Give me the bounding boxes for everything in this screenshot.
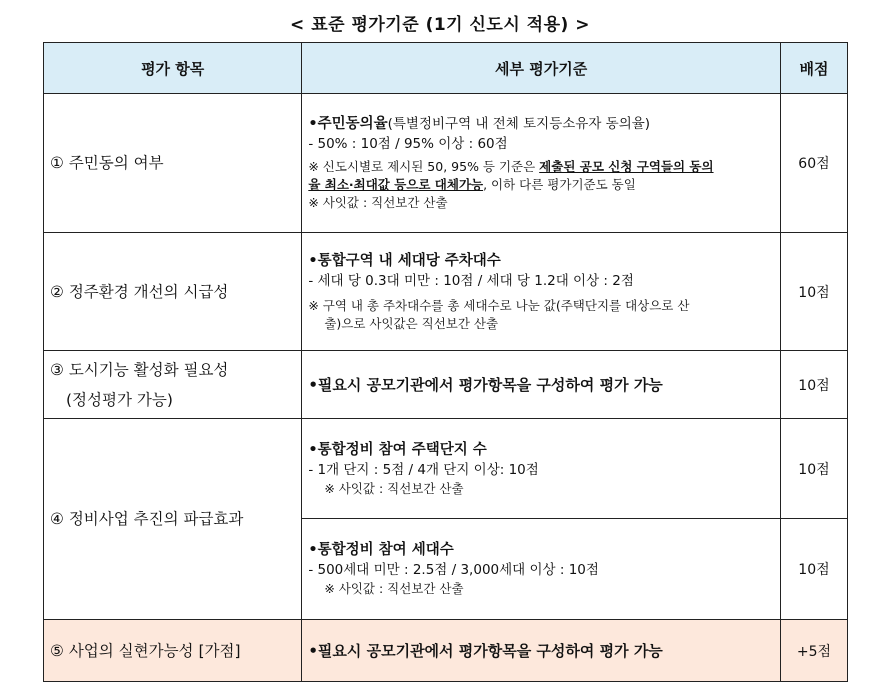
criteria-cell [302,519,781,620]
table-row [44,94,848,233]
criteria-cell [302,419,781,519]
note-text: , 이하 다른 평가기준도 동일 [483,177,636,192]
note-text: ※ 구역 내 총 주차대수를 총 세대수로 나눈 값(주택단지를 대상으로 산 [308,297,690,313]
criteria-line: - 세대 당 0.3대 미만 : 10점 / 세대 당 1.2대 이상 : 2점 [308,272,634,289]
note-underline: 제출된 공모 신청 구역들의 동의 [539,159,714,174]
criteria-cell: •필요시 공모기관에서 평가항목을 구성하여 평가 가능 [302,351,781,419]
table-header-row [44,43,848,94]
item-cell: ⑤ 사업의 실현가능성 [가점] [44,620,302,682]
item-cell: ④ 정비사업 추진의 파급효과 [44,419,302,620]
note-text: 출)으로 사잇값은 직선보간 산출 [324,315,499,331]
evaluation-table [43,42,848,682]
criteria-note [308,297,776,333]
header-score: 배점 [780,43,847,94]
table-row [44,233,848,351]
page-title: < 표준 평가기준 (1기 신도시 적용) > [290,15,590,35]
header-item: 평가 항목 [44,43,302,94]
score-cell: 10점 [780,233,847,351]
criteria-cell [302,233,781,351]
item-cell [44,351,302,419]
criteria-head: •통합구역 내 세대당 주차대수 [308,252,501,269]
criteria-note: ※ 사잇값 : 직선보간 산출 [324,581,464,596]
item-cell: ② 정주환경 개선의 시급성 [44,233,302,351]
criteria-line: - 50% : 10점 / 95% 이상 : 60점 [308,136,508,152]
criteria-head-bold: •주민동의율 [308,116,388,132]
header-criteria: 세부 평가기준 [302,43,781,94]
criteria-cell: •필요시 공모기관에서 평가항목을 구성하여 평가 가능 [302,620,781,682]
table-row [44,620,848,682]
score-cell: +5점 [780,620,847,682]
criteria-note [308,158,776,194]
criteria-head [308,114,776,134]
item-line: (정성평가 가능) [66,390,173,409]
note-text: ※ 신도시별로 제시된 50, 95% 등 기준은 [308,159,540,174]
item-line: ③ 도시기능 활성화 필요성 [50,360,229,379]
table-row [44,351,848,419]
criteria-line: - 1개 단지 : 5점 / 4개 단지 이상: 10점 [308,461,539,478]
criteria-head-rest: (특별정비구역 내 전체 토지등소유자 동의율) [387,116,651,132]
criteria-note: ※ 사잇값 : 직선보간 산출 [308,195,448,210]
criteria-line: - 500세대 미만 : 2.5점 / 3,000세대 이상 : 10점 [308,562,599,578]
criteria-head: •통합정비 참여 세대수 [308,542,454,558]
criteria-cell [302,94,781,233]
score-cell: 10점 [780,519,847,620]
criteria-head: •통합정비 참여 주택단지 수 [308,441,487,458]
score-cell: 10점 [780,419,847,519]
note-underline: 율 최소·최대값 등으로 대체가능 [308,177,484,192]
score-cell: 10점 [780,351,847,419]
table-row [44,419,848,519]
score-cell: 60점 [780,94,847,233]
criteria-note: ※ 사잇값 : 직선보간 산출 [324,480,464,496]
item-cell: ① 주민동의 여부 [44,94,302,233]
